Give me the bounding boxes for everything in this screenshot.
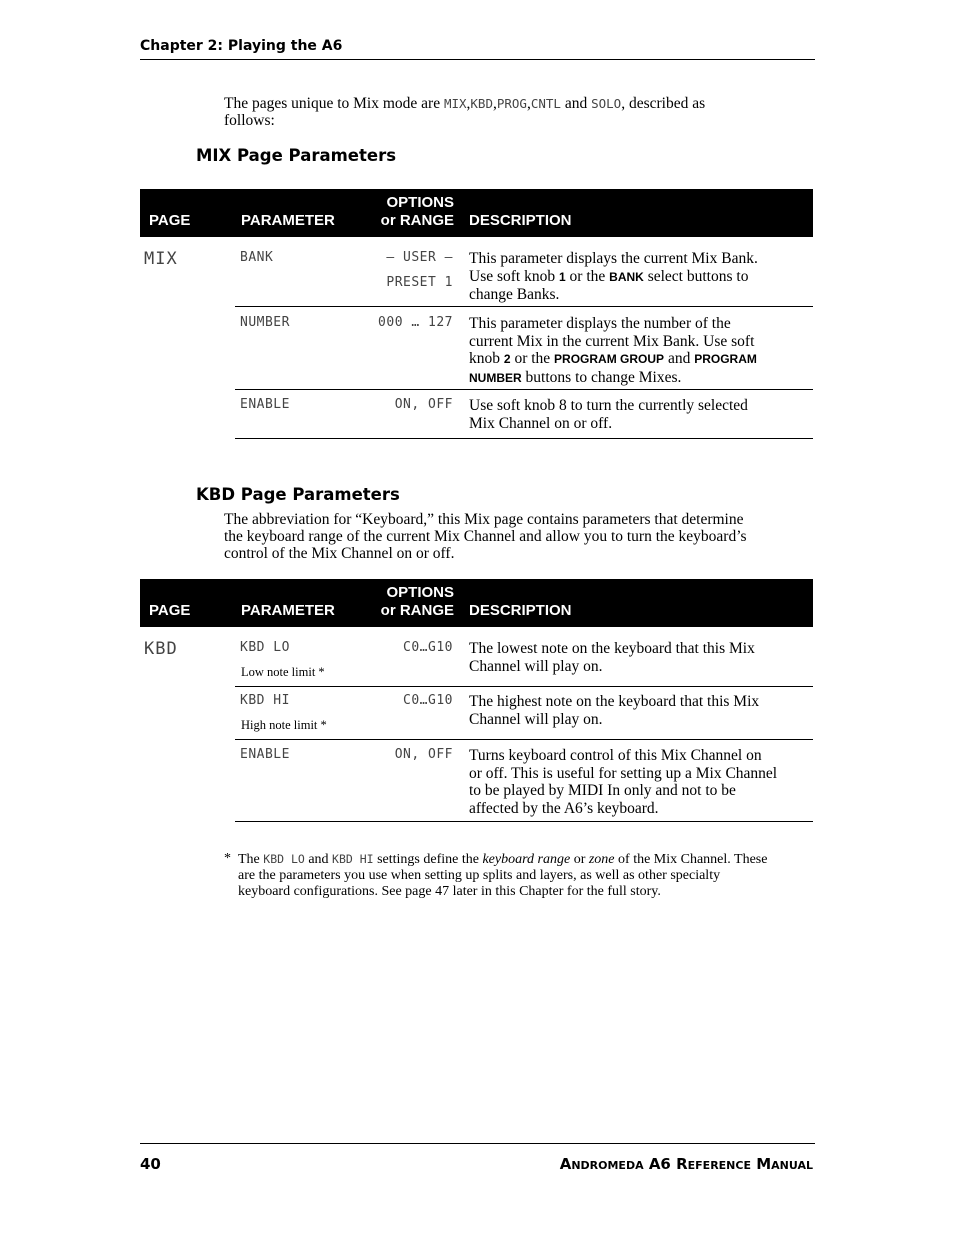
mix-table-header xyxy=(140,189,813,237)
param-kbd-enable: ENABLE xyxy=(240,747,290,762)
intro-line-1: The pages unique to Mix mode are MIX,KBD,PROG,CNTL and SOLO, described as xyxy=(224,95,706,112)
param-kbd-lo: KBD LO xyxy=(240,640,290,655)
range-bank-1: – USER – xyxy=(386,250,453,265)
desc-number: This parameter displays the number of the current Mix in the current Mix Bank. Use soft knob 2 or the PROGRAM GROUP and PROGRAM NUMBER buttons to change Mixes. xyxy=(469,315,757,386)
note-kbd-lo: Low note limit * xyxy=(241,665,325,679)
footnote: The KBD LO and KBD HI settings define the keyboard range or zone of the Mix Channel. These are the parameters you use when setting up splits and layers, as well as other specialty keyboard configurations. See page 47 later in this Chapter for the full story. xyxy=(238,852,768,899)
param-number: NUMBER xyxy=(240,315,290,330)
manual-title: ANDROMEDA A6 REFERENCE MANUAL xyxy=(559,1155,813,1173)
header-range: or RANGE xyxy=(380,212,454,229)
row-divider xyxy=(235,306,813,307)
code-mix: MIX xyxy=(443,96,467,111)
kbd-section-title: KBD Page Parameters xyxy=(196,485,400,504)
desc-kbd-lo: The lowest note on the keyboard that this Mix Channel will play on. xyxy=(469,640,755,675)
header-parameter: PARAMETER xyxy=(241,212,335,229)
mix-page-code: MIX xyxy=(144,249,178,269)
desc-kbd-enable: Turns keyboard control of this Mix Channel on or off. This is useful for setting up a Mix Channel to be played by MIDI In only and not to be affected by the A6’s keyboard. xyxy=(469,747,778,817)
desc-enable: Use soft knob 8 to turn the currently selected Mix Channel on or off. xyxy=(469,397,748,432)
desc-kbd-hi: The highest note on the keyboard that this Mix Channel will play on. xyxy=(469,693,760,728)
row-divider xyxy=(235,821,813,822)
intro-paragraph xyxy=(224,95,804,129)
header-description: DESCRIPTION xyxy=(469,212,572,229)
header-page: PAGE xyxy=(149,602,191,619)
code-kbd: KBD xyxy=(470,96,493,111)
code-solo: SOLO xyxy=(591,96,622,111)
header-range: or RANGE xyxy=(380,602,454,619)
code-prog: PROG xyxy=(496,96,527,111)
range-enable: ON, OFF xyxy=(394,397,453,412)
header-page: PAGE xyxy=(149,212,191,229)
mix-section-title: MIX Page Parameters xyxy=(196,146,397,165)
param-bank: BANK xyxy=(240,250,274,265)
param-enable: ENABLE xyxy=(240,397,290,412)
row-divider xyxy=(235,438,813,439)
kbd-intro: The abbreviation for “Keyboard,” this Mix page contains parameters that determine the keyboard range of the current Mix Channel and allow you to turn the keyboard’s control of the Mix Channel on or off. xyxy=(224,511,747,562)
row-divider xyxy=(235,739,813,740)
range-number: 000 … 127 xyxy=(378,315,453,330)
kbd-table-header xyxy=(140,579,813,627)
header-options: OPTIONS xyxy=(386,194,454,211)
row-divider xyxy=(235,389,813,390)
range-kbd-hi: C0…G10 xyxy=(403,693,453,708)
note-kbd-hi: High note limit * xyxy=(241,718,327,732)
intro-line-2: follows: xyxy=(224,112,275,129)
header-description: DESCRIPTION xyxy=(469,602,572,619)
header-rule xyxy=(140,59,815,60)
header-parameter: PARAMETER xyxy=(241,602,335,619)
row-divider xyxy=(235,686,813,687)
desc-bank: This parameter displays the current Mix Bank. Use soft knob 1 or the BANK select buttons to change Banks. xyxy=(469,250,758,303)
footnote-marker: * xyxy=(224,851,231,866)
page-number: 40 xyxy=(140,1155,161,1173)
chapter-title: Chapter 2: Playing the A6 xyxy=(140,38,343,54)
code-cntl: CNTL xyxy=(530,96,561,111)
header-options: OPTIONS xyxy=(386,584,454,601)
range-kbd-lo: C0…G10 xyxy=(403,640,453,655)
footer-rule xyxy=(140,1143,815,1144)
kbd-page-code: KBD xyxy=(144,639,178,659)
range-kbd-enable: ON, OFF xyxy=(394,747,453,762)
range-bank-2: PRESET 1 xyxy=(386,275,453,290)
param-kbd-hi: KBD HI xyxy=(240,693,290,708)
